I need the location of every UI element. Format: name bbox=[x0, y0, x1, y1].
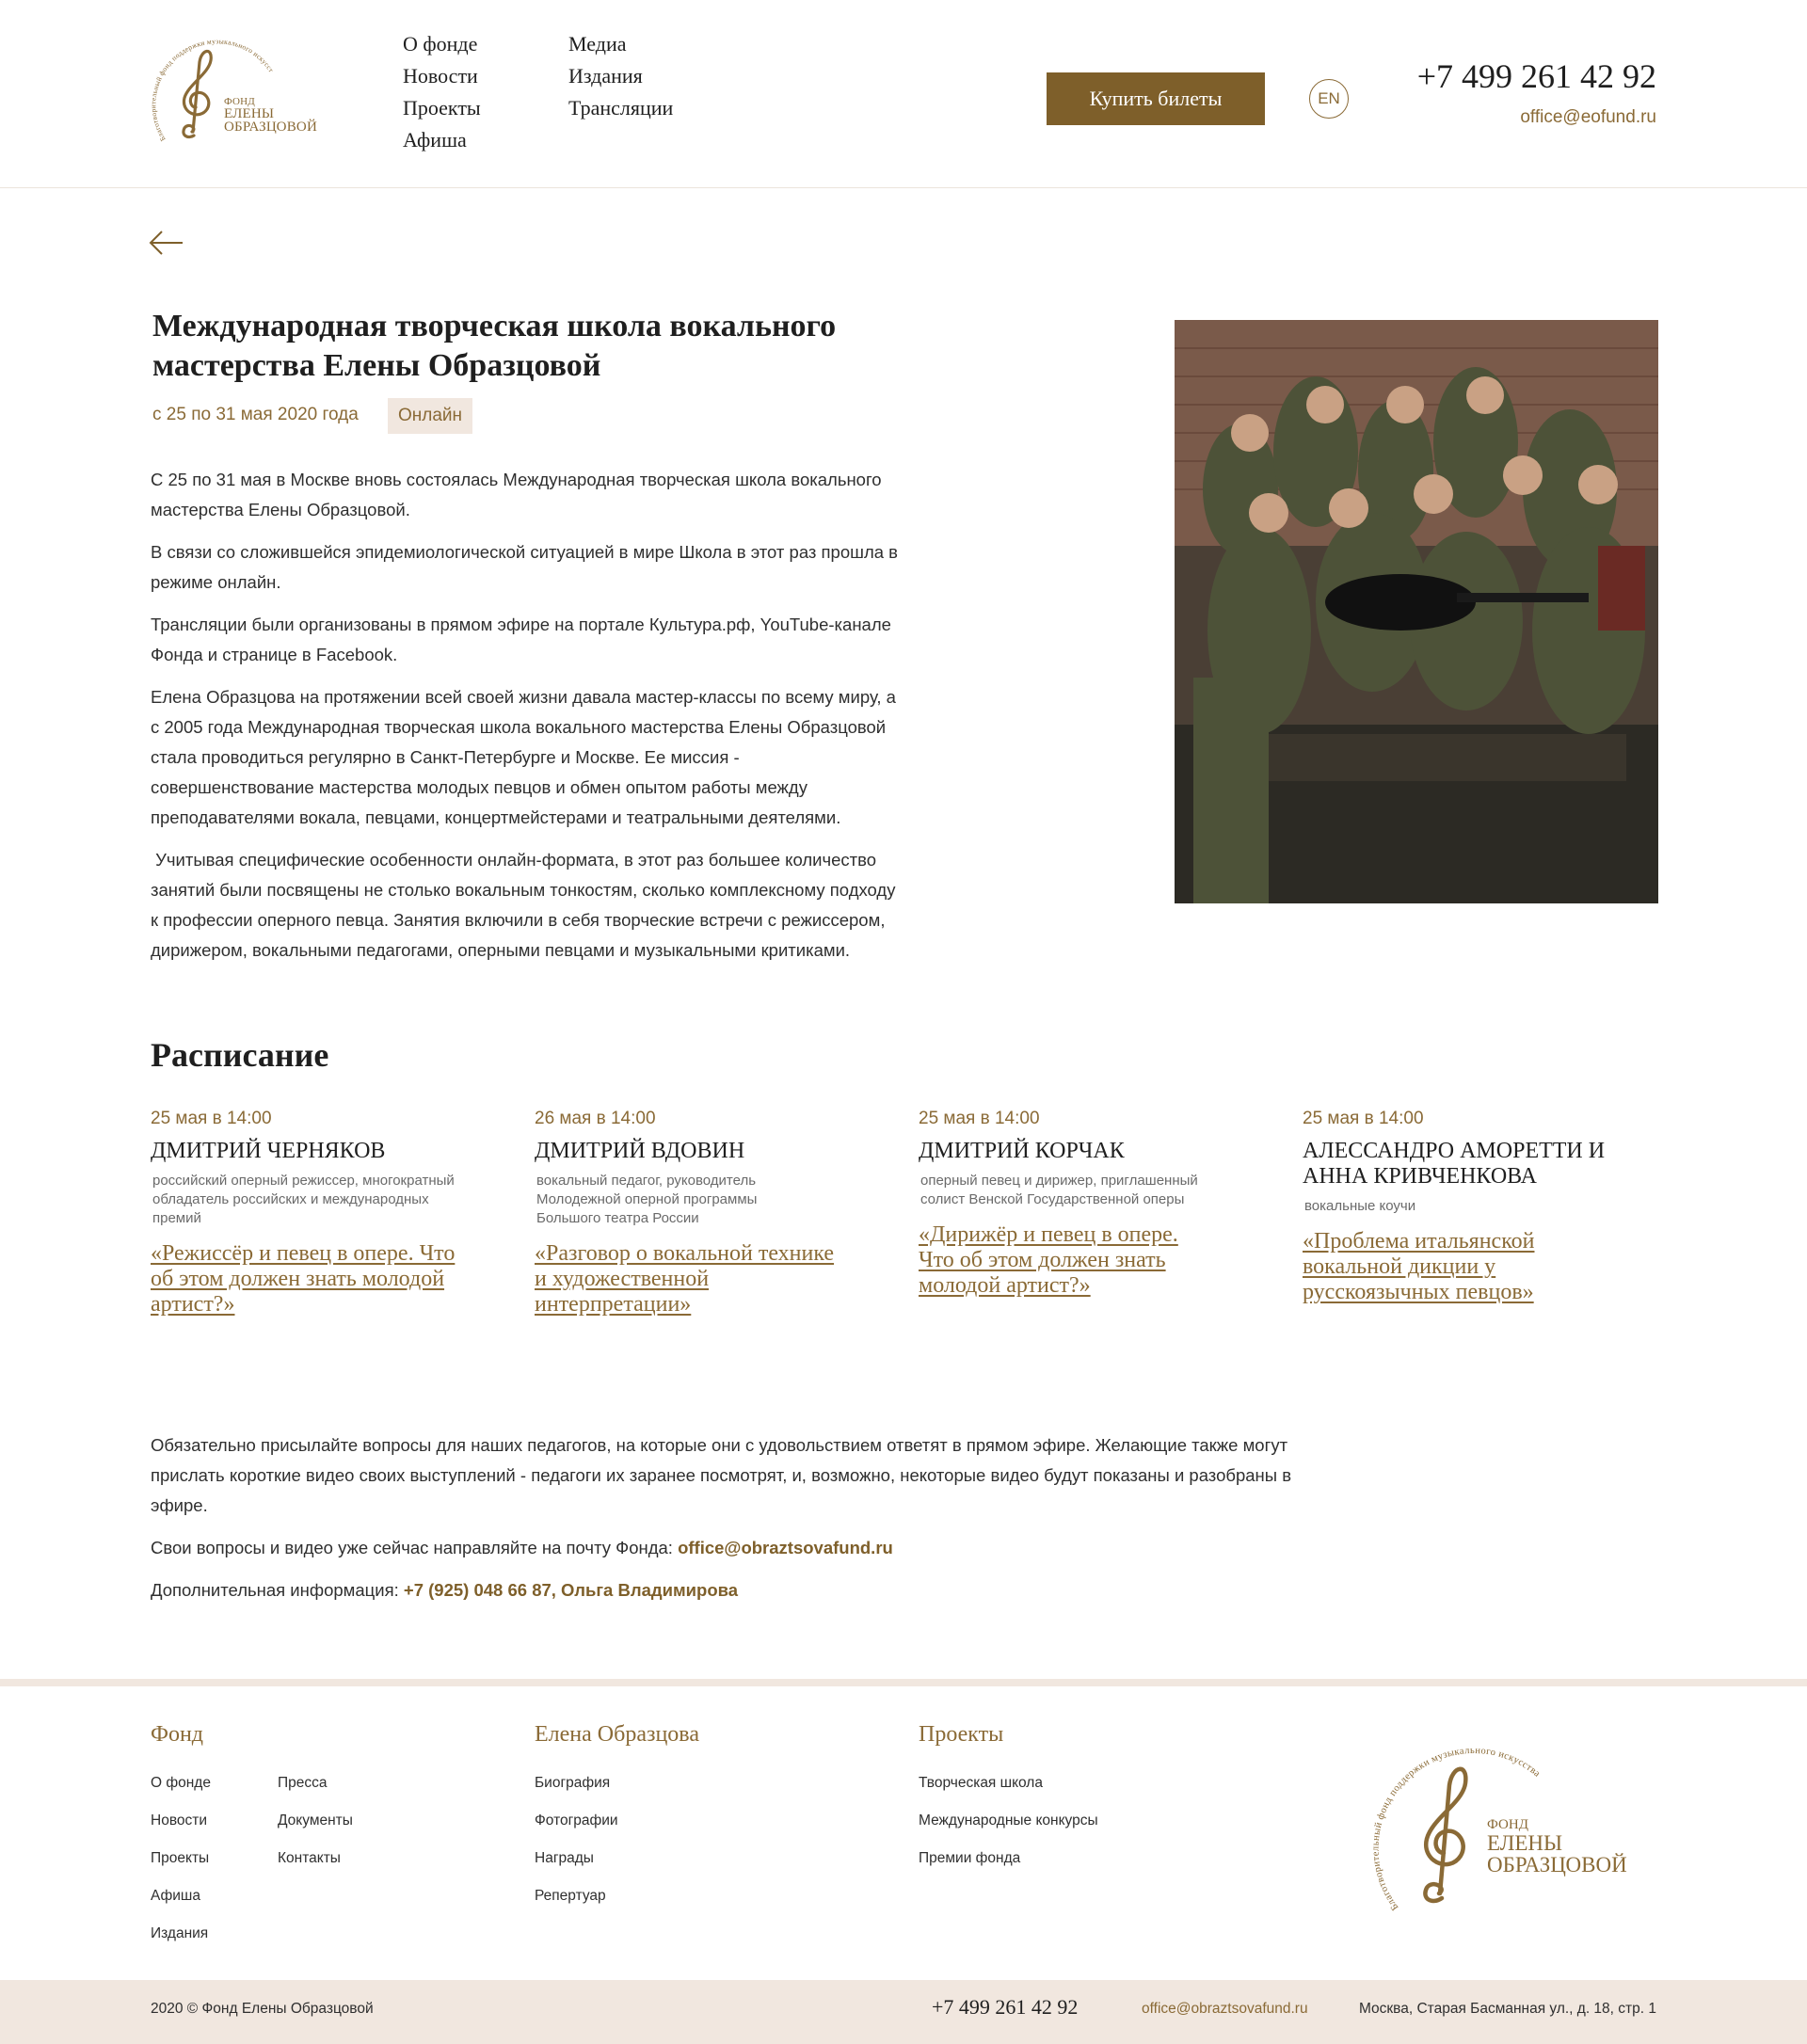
notes-paragraph: Обязательно присылайте вопросы для наших педагогов, на которые они с удовольствием ответят в прямом эфире. Желающие также могут прислать короткие видео своих выступлений - педагоги их заранее посмотрят, и, возможно, некоторые видео будут показаны и разобраны в эфире. bbox=[151, 1435, 1292, 1515]
nav-afisha[interactable]: Афиша bbox=[403, 128, 467, 152]
footer-col-title: Елена Образцова bbox=[535, 1722, 699, 1747]
footer-phone[interactable]: +7 499 261 42 92 bbox=[932, 1995, 1079, 2019]
article-paragraph: Трансляции были организованы в прямом эфире на портале Культура.рф, YouTube-канале Фонда и странице в Facebook. bbox=[151, 615, 891, 664]
footer-logo[interactable] bbox=[1370, 1733, 1653, 1922]
footer-logo-line1: ФОНД bbox=[1487, 1817, 1528, 1832]
lecture-topic-link[interactable]: «Разговор о вокальной технике и художественной интерпретации» bbox=[535, 1241, 835, 1317]
footer-link[interactable]: О фонде bbox=[151, 1775, 211, 1791]
speaker-name: ДМИТРИЙ ВДОВИН bbox=[535, 1139, 745, 1163]
notes-text: Свои вопросы и видео уже сейчас направляйте на почту Фонда: bbox=[151, 1538, 679, 1557]
nav-broadcasts[interactable]: Трансляции bbox=[568, 96, 674, 120]
nav-news[interactable]: Новости bbox=[403, 64, 478, 88]
header-email[interactable]: office@eofund.ru bbox=[1520, 107, 1656, 127]
footer-link[interactable]: Фотографии bbox=[535, 1812, 618, 1828]
treble-clef-logo-icon bbox=[1370, 1733, 1653, 1922]
footer-link[interactable]: Биография bbox=[535, 1775, 611, 1791]
footer-divider bbox=[0, 1679, 1807, 1686]
speaker-name: ДМИТРИЙ ЧЕРНЯКОВ bbox=[151, 1139, 386, 1163]
logo-line3: ОБРАЗЦОВОЙ bbox=[224, 120, 317, 135]
article-paragraph: С 25 по 31 мая в Москве вновь состоялась Международная творческая школа вокального мастерства Елены Образцовой. bbox=[151, 470, 882, 519]
event-date: с 25 по 31 мая 2020 года bbox=[152, 405, 359, 424]
nav-editions[interactable]: Издания bbox=[568, 64, 643, 88]
footer-link[interactable]: Премии фонда bbox=[919, 1850, 1021, 1866]
lecture-topic-link[interactable]: «Проблема итальянской вокальной дикции у русскоязычных певцов» bbox=[1303, 1229, 1535, 1304]
schedule-card bbox=[535, 1109, 836, 1317]
notes-paragraph bbox=[151, 1575, 1336, 1605]
page-title: Международная творческая школа вокального мастерства Елены Образцовой bbox=[152, 309, 837, 383]
footer-link[interactable]: Международные конкурсы bbox=[919, 1812, 1098, 1828]
notes-phone-link[interactable]: +7 (925) 048 66 87, Ольга Владимирова bbox=[403, 1580, 739, 1600]
footer-link[interactable]: Издания bbox=[151, 1925, 209, 1941]
notes-email-link[interactable]: office@obraztsovafund.ru bbox=[678, 1538, 893, 1557]
footer-link[interactable]: Репертуар bbox=[535, 1888, 606, 1904]
footer-logo-arc-text: Благотворительный фонд поддержки музыкального искусства bbox=[1370, 1745, 1543, 1912]
speaker-description: вокальный педагог, руководитель Молодежной оперной программы Большого театра России bbox=[536, 1173, 758, 1226]
notes-text: Дополнительная информация: bbox=[151, 1580, 404, 1600]
online-badge: Онлайн bbox=[388, 398, 472, 434]
footer-links bbox=[919, 1771, 1098, 1884]
footer-link[interactable]: Творческая школа bbox=[919, 1775, 1043, 1791]
main-nav-col2 bbox=[568, 28, 673, 124]
article-photo bbox=[1175, 320, 1658, 903]
logo-line1: ФОНД bbox=[224, 96, 256, 107]
treble-clef-logo-icon bbox=[147, 34, 326, 156]
lecture-topic-link[interactable]: «Дирижёр и певец в опере. Что об этом должен знать молодой артист?» bbox=[919, 1222, 1178, 1298]
header-phone[interactable]: +7 499 261 42 92 bbox=[1416, 57, 1656, 95]
article-body bbox=[151, 465, 904, 978]
speaker-name: АЛЕССАНДРО АМОРЕТТИ И АННА КРИВЧЕНКОВА bbox=[1303, 1139, 1606, 1189]
schedule-time: 25 мая в 14:00 bbox=[919, 1109, 1040, 1128]
footer-logo-line3: ОБРАЗЦОВОЙ bbox=[1487, 1853, 1627, 1876]
logo-line2: ЕЛЕНЫ bbox=[224, 106, 275, 121]
copyright: 2020 © Фонд Елены Образцовой bbox=[151, 2001, 374, 2017]
bottom-bar bbox=[0, 1980, 1807, 2044]
footer-link[interactable]: Афиша bbox=[151, 1888, 200, 1904]
footer-col-title: Фонд bbox=[151, 1722, 204, 1747]
footer-link[interactable]: Пресса bbox=[278, 1775, 328, 1791]
footer-link[interactable]: Новости bbox=[151, 1812, 208, 1828]
footer-link[interactable]: Проекты bbox=[151, 1850, 210, 1866]
schedule-time: 25 мая в 14:00 bbox=[1303, 1109, 1424, 1128]
speaker-description: вокальные коучи bbox=[1304, 1198, 1416, 1214]
footer-link[interactable]: Контакты bbox=[278, 1850, 341, 1866]
footer-col-title: Проекты bbox=[919, 1722, 1004, 1747]
logo[interactable] bbox=[147, 34, 326, 156]
schedule-title: Расписание bbox=[151, 1036, 329, 1074]
footer-links bbox=[151, 1771, 211, 1959]
speaker-description: оперный певец и дирижер, приглашенный солист Венской Государственной оперы bbox=[920, 1173, 1198, 1207]
schedule-card bbox=[151, 1109, 471, 1317]
speaker-description: российский оперный режиссер, многократный обладатель российских и международных премий bbox=[152, 1173, 455, 1226]
article-paragraph: Елена Образцова на протяжении всей своей жизни давала мастер-классы по всему миру, а с 2005 года Международная творческая школа вокального мастерства Елены Образцовой стала проводиться регулярно в Санкт-Петербурге и Москве. Ее миссия - совершенствование мастерства молодых певцов и обмен опытом работы между преподавателями вокала, певцами, концертмейстерами и театральными деятелями. bbox=[151, 687, 896, 827]
schedule-time: 26 мая в 14:00 bbox=[535, 1109, 656, 1128]
footer-links bbox=[535, 1771, 618, 1922]
article-paragraph: В связи со сложившейся эпидемиологической ситуацией в мире Школа в этот раз прошла в режиме онлайн. bbox=[151, 542, 899, 592]
back-arrow-icon[interactable] bbox=[149, 230, 184, 256]
footer-link[interactable]: Награды bbox=[535, 1850, 594, 1866]
schedule-card bbox=[1303, 1109, 1623, 1305]
site-header bbox=[0, 0, 1807, 188]
buy-tickets-button[interactable]: Купить билеты bbox=[1047, 72, 1265, 125]
nav-about[interactable]: О фонде bbox=[403, 32, 478, 56]
nav-media[interactable]: Медиа bbox=[568, 32, 627, 56]
article-paragraph: Учитывая специфические особенности онлайн-формата, в этот раз большее количество занятий были посвящены не столько вокальным тонкостям, сколько комплексному подходу к профессии оперного певца. Занятия включили в себя творческие встречи с режиссером, дирижером, вокальными педагогами, оперными певцами и музыкальными критиками. bbox=[151, 850, 901, 960]
notes-paragraph bbox=[151, 1533, 1336, 1563]
schedule-time: 25 мая в 14:00 bbox=[151, 1109, 272, 1128]
speaker-name: ДМИТРИЙ КОРЧАК bbox=[919, 1139, 1125, 1163]
footer-logo-line2: ЕЛЕНЫ bbox=[1487, 1831, 1563, 1855]
contact-notes bbox=[151, 1430, 1336, 1618]
main-nav-col1 bbox=[403, 28, 481, 156]
nav-projects[interactable]: Проекты bbox=[403, 96, 481, 120]
language-switch[interactable]: EN bbox=[1309, 79, 1349, 119]
footer-link[interactable]: Документы bbox=[278, 1812, 353, 1828]
footer-email[interactable]: office@obraztsovafund.ru bbox=[1142, 2001, 1308, 2017]
footer-links bbox=[278, 1771, 353, 1884]
footer-address: Москва, Старая Басманная ул., д. 18, стр. 1 bbox=[1358, 2001, 1656, 2017]
logo-arc-text: Благотворительный фонд поддержки музыкального искусст bbox=[149, 37, 276, 143]
schedule-card bbox=[919, 1109, 1229, 1299]
lecture-topic-link[interactable]: «Режиссёр и певец в опере. Что об этом должен знать молодой артист?» bbox=[151, 1241, 456, 1317]
